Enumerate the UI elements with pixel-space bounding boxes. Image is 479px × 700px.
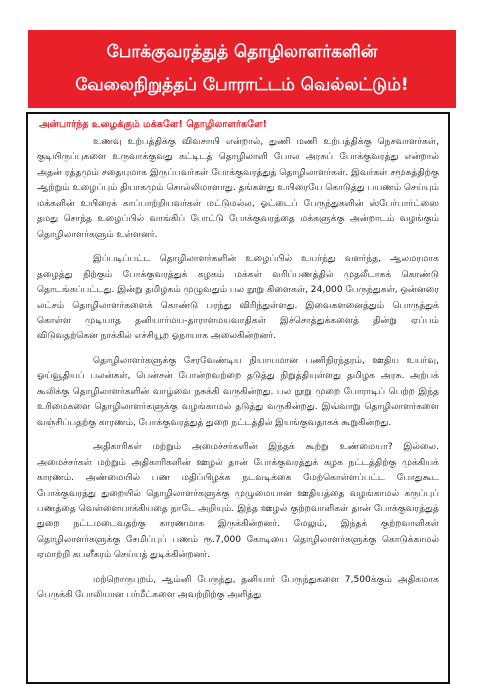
paragraph-2: இப்படிப்பட்ட தொழிலாளர்களின் உழைப்பில் உயர்ந்து வளர்ந்த, ஆலமரமாக தழைத்து நிற்கும் போக்குவரத்துக் கழகம் மக்கள் வரிப்பணத்தில் முதலீடாகக் கொண்டு தொடங்கப்பட்டது. இன்று தமிழகம் முழுவதும் பல நூறு கிளைகள், 24,000 பேருந்துகள், ஒன்னரை லட்சம் தொழிலாளர்களைக் கொண்டு பரந்து விரிந்துள்ளது. இவைகளனைத்தும் பொருத்துக் கொள்ள முடியாத தனியார்மய-தாராளமயவாதிகள் இச்சொத்துக்களைத் தின்று ஏப்பம் விடுவதற்கென நாக்கில் எச்சியூற ஓநாயாக அலைகின்றனர். — [37, 254, 439, 342]
body-frame — [26, 112, 450, 684]
paragraph-3: தொழிலாளர்களுக்கு சேரவேண்டிய நியாயமான பணிநிரந்தரம், ஊதிய உயர்வு, ஓய்வூதியப் பலன்கள், பென்சன் போன்றவற்றை தடுத்து நிறுத்தியுள்ளது தமிழக அரசு. அற்பக் கூலிக்கு தொழிலாளர்களின் வாழ்வை நசுக்கி வருகின்றது. பல நூறு முறை போராடிப் பெற்ற இந்த உரிமைகளை தொழிலாளர்களுக்கு வழங்காமல் தடுத்து வருகின்றது. இவ்வாறு தொழிலாளர்களை வஞ்சிப்பதற்கு காரணம், போக்குவரத்துத் துறை நட்டத்தில் இயங்குவதாகக் கூறுகின்றது. — [37, 355, 439, 428]
salutation: அன்பார்ந்த உழைக்கும் மக்களே! தொழிலாளர்களே! — [39, 119, 268, 130]
paragraph-5: மற்றொருபுறம், ஆம்னி பேருந்து, தனியார் பேருந்துகளை 7,500க்கும் அதிகமாக பெருக்கி போலியான பர்மீட்களை அவற்றிற்கு அளித்து — [37, 574, 439, 601]
paragraph-1: உணவு உற்பத்திக்கு விவசாயி என்றால், துணி மணி உற்பத்திக்கு நெசவாளர்கள், குடியிருப்புகளை உருவாக்குவது கட்டிடத் தொழிலாளி போல அரசுப் போக்குவரத்து என்றால் அதன் ரத்தமும் சதையுமாக இருப்பவர்கள் போக்குவரத்துத் தொழிலாளர்கள். இவர்கள் சமூகத்திற்கு ஆற்றும் உழைப்பும் தியாகமும் சொல்லிமாளாது. தங்களது உயிரையே கொடுத்து பயணம் செய்யும் மக்களின் உயிரைக் காப்பாற்றியவர்கள் மட்டுமல்ல, ஓட்டைப் பேருந்துகளின் ஸ்பேர்பார்ட்ஸை தமது சொந்த உழைப்பில் வாங்கிப் போட்டு போக்குவரத்தை மக்களுக்கு அன்றாடம் வழங்கும் தொழிலாளர்களும் உள்ளனர். — [37, 137, 439, 240]
paragraph-4: அதிகாரிகள் மற்றும் அமைச்சர்களின் இந்தக் கூற்று உண்மையா? இல்லை. அமைச்சர்கள் மற்றும் அதிகாரிகளின் ஊழல் தான் போக்குவரத்துக் கழக நட்டத்திற்கு முக்கியக் காரணம். அண்மையில் பண மதிப்பிழக்க நடவடிக்கை மேற்கொள்ளப்பட்ட போதுகூட போக்குவரத்து துறையில் தொழிலாளர்களுக்கு முழுமையான ஊதியத்தை வழங்காமல் கருப்புப் பணத்தை வெள்ளையாக்கியதை நாடே அறியும். இந்த ஊழல் குற்றவாளிகள் தான் போக்குவரத்துத் துறை நட்டமடைவதற்கு காரணமாக இருக்கின்றனர். மேலும், இந்தக் குற்றவாளிகள் தொழிலாளர்களுக்கு சேமிப்புப் பணம் ரூ.7,000 கோடியை தொழிலாளர்களுக்கு கொடுக்காமல் ஏமாற்றி கபளீகரம் செய்யத் துடிக்கின்றனர். — [37, 442, 439, 561]
headline-banner — [28, 30, 456, 108]
headline-line-1: போக்குவரத்துத் தொழிலாளர்களின் — [106, 42, 378, 62]
headline-line-2: வேலைநிறுத்தப் போராட்டம் வெல்லட்டும்! — [75, 75, 409, 95]
